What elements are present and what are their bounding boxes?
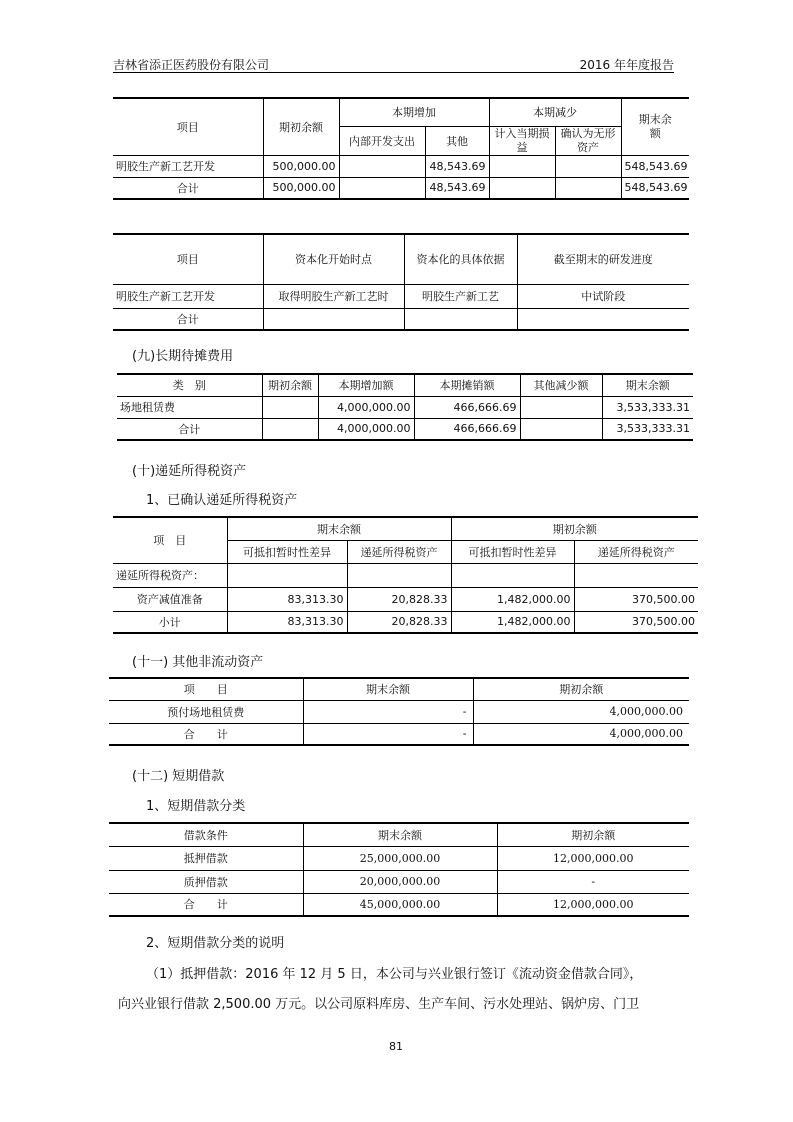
header-cap-basis: 资本化的具体依据 xyxy=(404,234,517,284)
table-row: 抵押借款 25,000,000.00 12,000,000.00 xyxy=(109,846,689,870)
rd-expenditure-table xyxy=(113,97,689,200)
header-other-decrease: 其他减少额 xyxy=(520,374,602,396)
table-row: 质押借款 20,000,000.00 - xyxy=(109,870,689,893)
table-row: 合计 500,000.00 48,543.69 548,543.69 xyxy=(113,177,689,199)
header-opening: 期初余额 xyxy=(263,98,339,155)
header-internal-dev: 内部开发支出 xyxy=(339,126,425,155)
header-decrease: 本期减少 xyxy=(489,98,621,126)
header-item: 项目 xyxy=(113,234,263,284)
report-title: 2016 年年度报告 xyxy=(579,58,674,72)
header-closing: 期末余额 xyxy=(227,517,451,540)
deferred-tax-table xyxy=(113,516,698,634)
table-row: 递延所得税资产： xyxy=(113,563,698,587)
header-cap-start: 资本化开始时点 xyxy=(263,234,404,284)
header-increase: 本期增加 xyxy=(339,98,489,126)
loan-note-paragraph-line1: （1）抵押借款：2016 年 12 月 5 日，本公司与兴业银行签订《流动资金借款合同》， xyxy=(146,967,643,982)
header-temp-diff-close: 可抵扣暂时性差异 xyxy=(227,540,347,563)
loan-note-paragraph-line2: 向兴业银行借款 2,500.00 万元。以公司原料库房、生产车间、污水处理站、锅炉房、门卫 xyxy=(118,997,640,1012)
header-other: 其他 xyxy=(425,126,489,155)
table-row: 资产减值准备 83,313.30 20,828.33 1,482,000.00 370,500.00 xyxy=(113,587,698,611)
company-name: 吉林省添正医药股份有限公司 xyxy=(113,58,270,72)
section-title-short-term-loans: (十二) 短期借款 xyxy=(132,769,225,784)
table-row: 合 计 - 4,000,000.00 xyxy=(109,723,689,745)
long-term-prepaid-table xyxy=(117,373,693,441)
header-closing: 期末余额 xyxy=(621,98,689,155)
page-number: 81 xyxy=(389,1040,403,1053)
header-item: 项 目 xyxy=(109,678,303,700)
header-divider xyxy=(113,72,674,73)
header-rd-progress: 截至期末的研发进度 xyxy=(517,234,689,284)
header-item: 项目 xyxy=(113,98,263,155)
table-row: 预付场地租赁费 - 4,000,000.00 xyxy=(109,700,689,723)
section-title-deferred-tax: (十)递延所得税资产 xyxy=(132,464,247,479)
header-to-pl: 计入当期损益 xyxy=(489,126,555,155)
section-title-long-term-prepaid: (九)长期待摊费用 xyxy=(132,349,234,364)
table-row: 明胶生产新工艺开发 500,000.00 48,543.69 548,543.69 xyxy=(113,155,689,177)
header-closing: 期末余额 xyxy=(303,678,473,700)
other-noncurrent-table xyxy=(109,677,689,746)
header-category: 类 别 xyxy=(117,374,262,396)
section-title-other-noncurrent: (十一) 其他非流动资产 xyxy=(132,655,264,670)
header-opening: 期初余额 xyxy=(451,517,698,540)
subsection-loan-notes: 2、短期借款分类的说明 xyxy=(146,936,285,951)
table-row: 合计 4,000,000.00 466,666.69 3,533,333.31 xyxy=(117,418,693,440)
header-item: 项 目 xyxy=(113,517,227,563)
table-row: 合 计 45,000,000.00 12,000,000.00 xyxy=(109,893,689,916)
header-increase: 本期增加额 xyxy=(318,374,414,396)
header-closing: 期末余额 xyxy=(602,374,693,396)
header-dta-close: 递延所得税资产 xyxy=(347,540,451,563)
header-opening: 期初余额 xyxy=(497,823,689,846)
table-row: 合计 xyxy=(113,308,689,330)
header-to-intangible: 确认为无形资产 xyxy=(555,126,621,155)
header-opening: 期初余额 xyxy=(262,374,318,396)
header-dta-open: 递延所得税资产 xyxy=(574,540,698,563)
header-loan-type: 借款条件 xyxy=(109,823,303,846)
capitalization-table xyxy=(113,233,689,331)
header-amortization: 本期摊销额 xyxy=(414,374,520,396)
short-term-loans-table xyxy=(109,822,689,917)
subsection-recognized-dta: 1、已确认递延所得税资产 xyxy=(146,493,298,508)
table-row: 小计 83,313.30 20,828.33 1,482,000.00 370,500.00 xyxy=(113,611,698,633)
table-row: 场地租赁费 4,000,000.00 466,666.69 3,533,333.31 xyxy=(117,396,693,418)
header-closing: 期末余额 xyxy=(303,823,497,846)
table-row: 明胶生产新工艺开发 取得明胶生产新工艺时 明胶生产新工艺 中试阶段 xyxy=(113,284,689,308)
header-temp-diff-open: 可抵扣暂时性差异 xyxy=(451,540,574,563)
header-opening: 期初余额 xyxy=(473,678,689,700)
subsection-loan-classification: 1、短期借款分类 xyxy=(146,799,246,814)
